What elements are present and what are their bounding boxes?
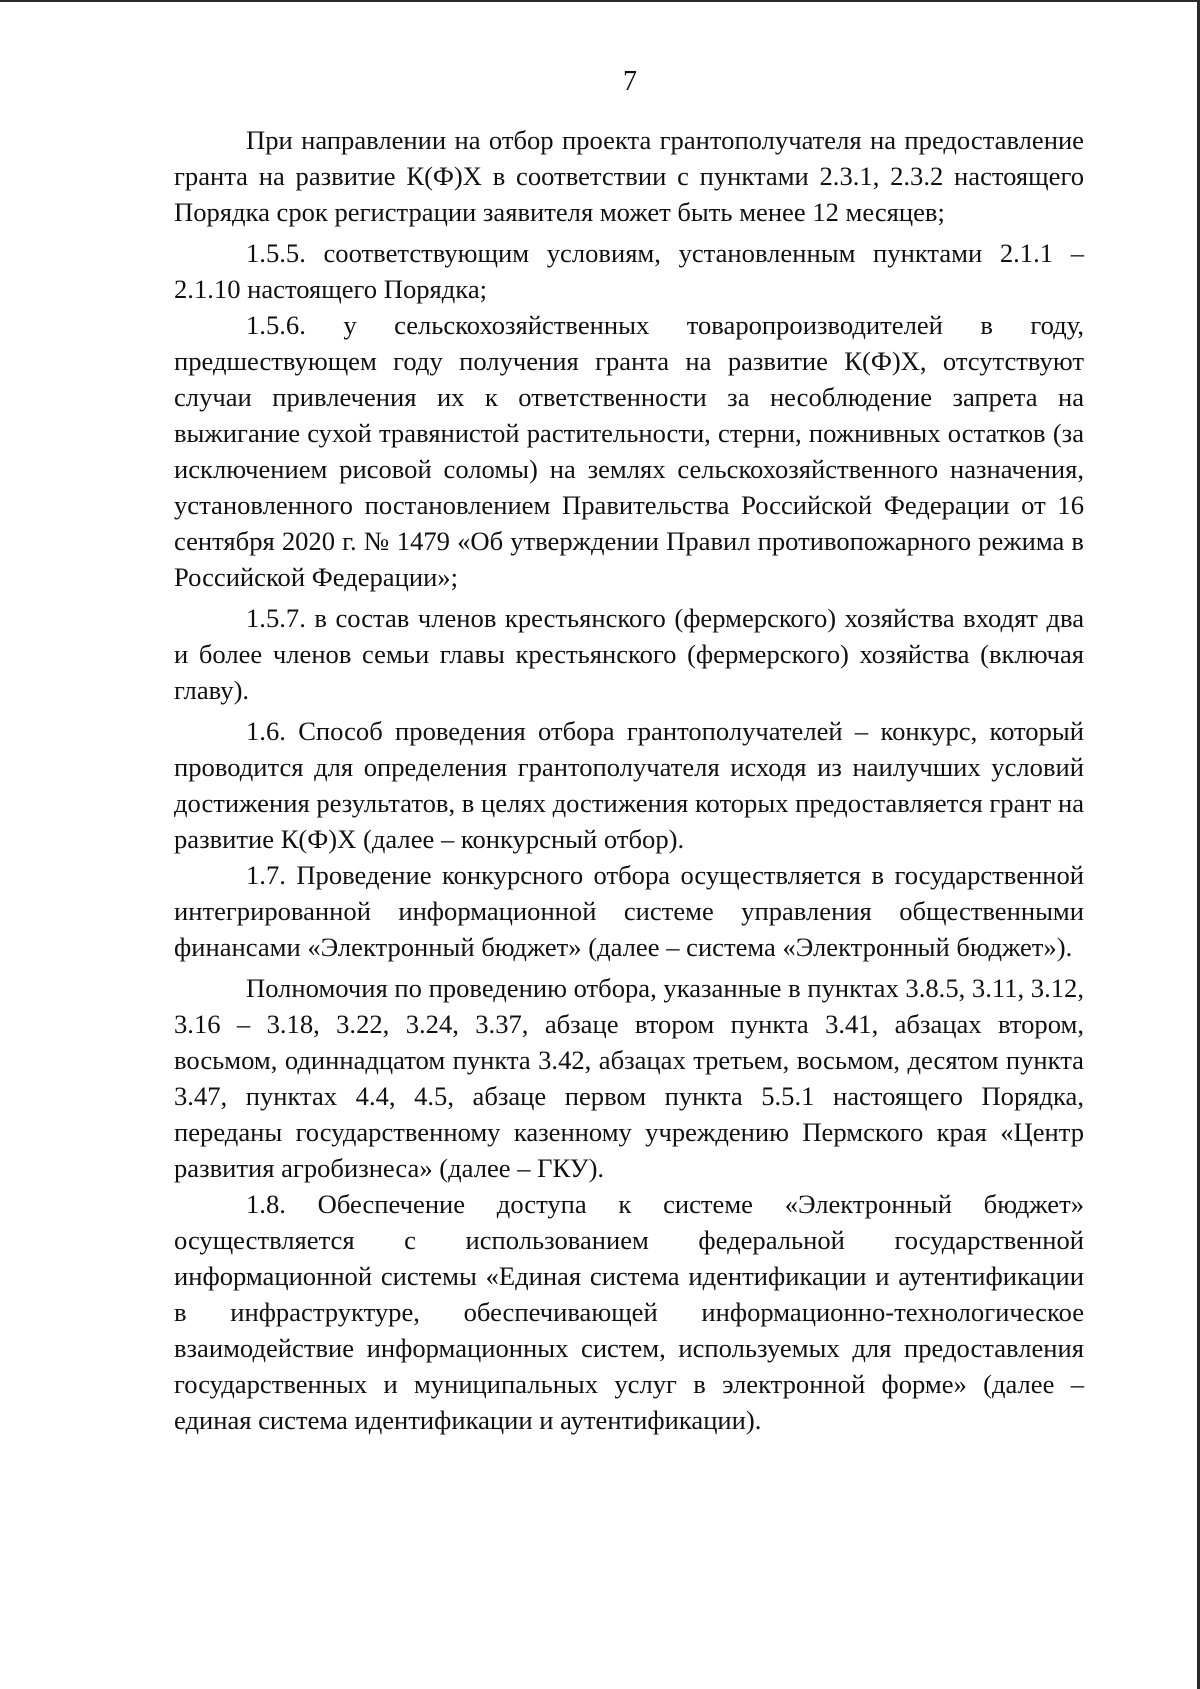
scan-edge-top	[0, 0, 1200, 2]
paragraph-grant-registration: При направлении на отбор проекта грантополучателя на предоставление гранта на развитие К(Ф)Х в соответствии с пунктами 2.3.1, 2.3.2 настоящего Порядка срок регистрации заявителя может быть менее 12 месяцев;	[174, 125, 1084, 227]
paragraph-1-7: 1.7. Проведение конкурсного отбора осуществляется в государственной интегрированной информационной системе управления общественными финансами «Электронный бюджет» (далее – система «Электронный бюджет»).	[174, 860, 1084, 962]
page-number: 7	[623, 66, 637, 97]
paragraph-1-5-7: 1.5.7. в состав членов крестьянского (фермерского) хозяйства входят два и более членов семьи главы крестьянского (фермерского) хозяйства (включая главу).	[174, 603, 1084, 705]
paragraph-1-5-6: 1.5.6. у сельскохозяйственных товаропроизводителей в году, предшествующем году получения гранта на развитие К(Ф)Х, отсутствуют случаи привлечения их к ответственности за несоблюдение запрета на выжигание сухой травянистой растительности, стерни, пожнивных остатков (за исключением рисовой соломы) на землях сельскохозяйственного назначения, установленного постановлением Правительства Российской Федерации от 16 сентября 2020 г. № 1479 «Об утверждении Правил противопожарного режима в Российской Федерации»;	[174, 310, 1084, 592]
paragraph-1-6: 1.6. Способ проведения отбора грантополучателей – конкурс, который проводится для определения грантополучателя исходя из наилучших условий достижения результатов, в целях достижения которых предоставляется грант на развитие К(Ф)Х (далее – конкурсный отбор).	[174, 716, 1084, 854]
paragraph-powers: Полномочия по проведению отбора, указанные в пунктах 3.8.5, 3.11, 3.12, 3.16 – 3.18, 3.22, 3.24, 3.37, абзаце втором пункта 3.41, абзацах втором, восьмом, одиннадцатом пункта 3.42, абзацах третьем, восьмом, десятом пункта 3.47, пунктах 4.4, 4.5, абзаце первом пункта 5.5.1 настоящего Порядка, переданы государственному казенному учреждению Пермского края «Центр развития агробизнеса» (далее – ГКУ).	[174, 973, 1084, 1183]
document-body	[174, 122, 1084, 1438]
paragraph-1-5-5: 1.5.5. соответствующим условиям, установленным пунктами 2.1.1 – 2.1.10 настоящего Порядка;	[174, 238, 1084, 304]
paragraph-1-8: 1.8. Обеспечение доступа к системе «Электронный бюджет» осуществляется с использованием федеральной государственной информационной системы «Единая система идентификации и аутентификации в инфраструктуре, обеспечивающей информационно-технологическое взаимодействие информационных систем, используемых для предоставления государственных и муниципальных услуг в электронной форме» (далее – единая система идентификации и аутентификации).	[174, 1189, 1084, 1435]
